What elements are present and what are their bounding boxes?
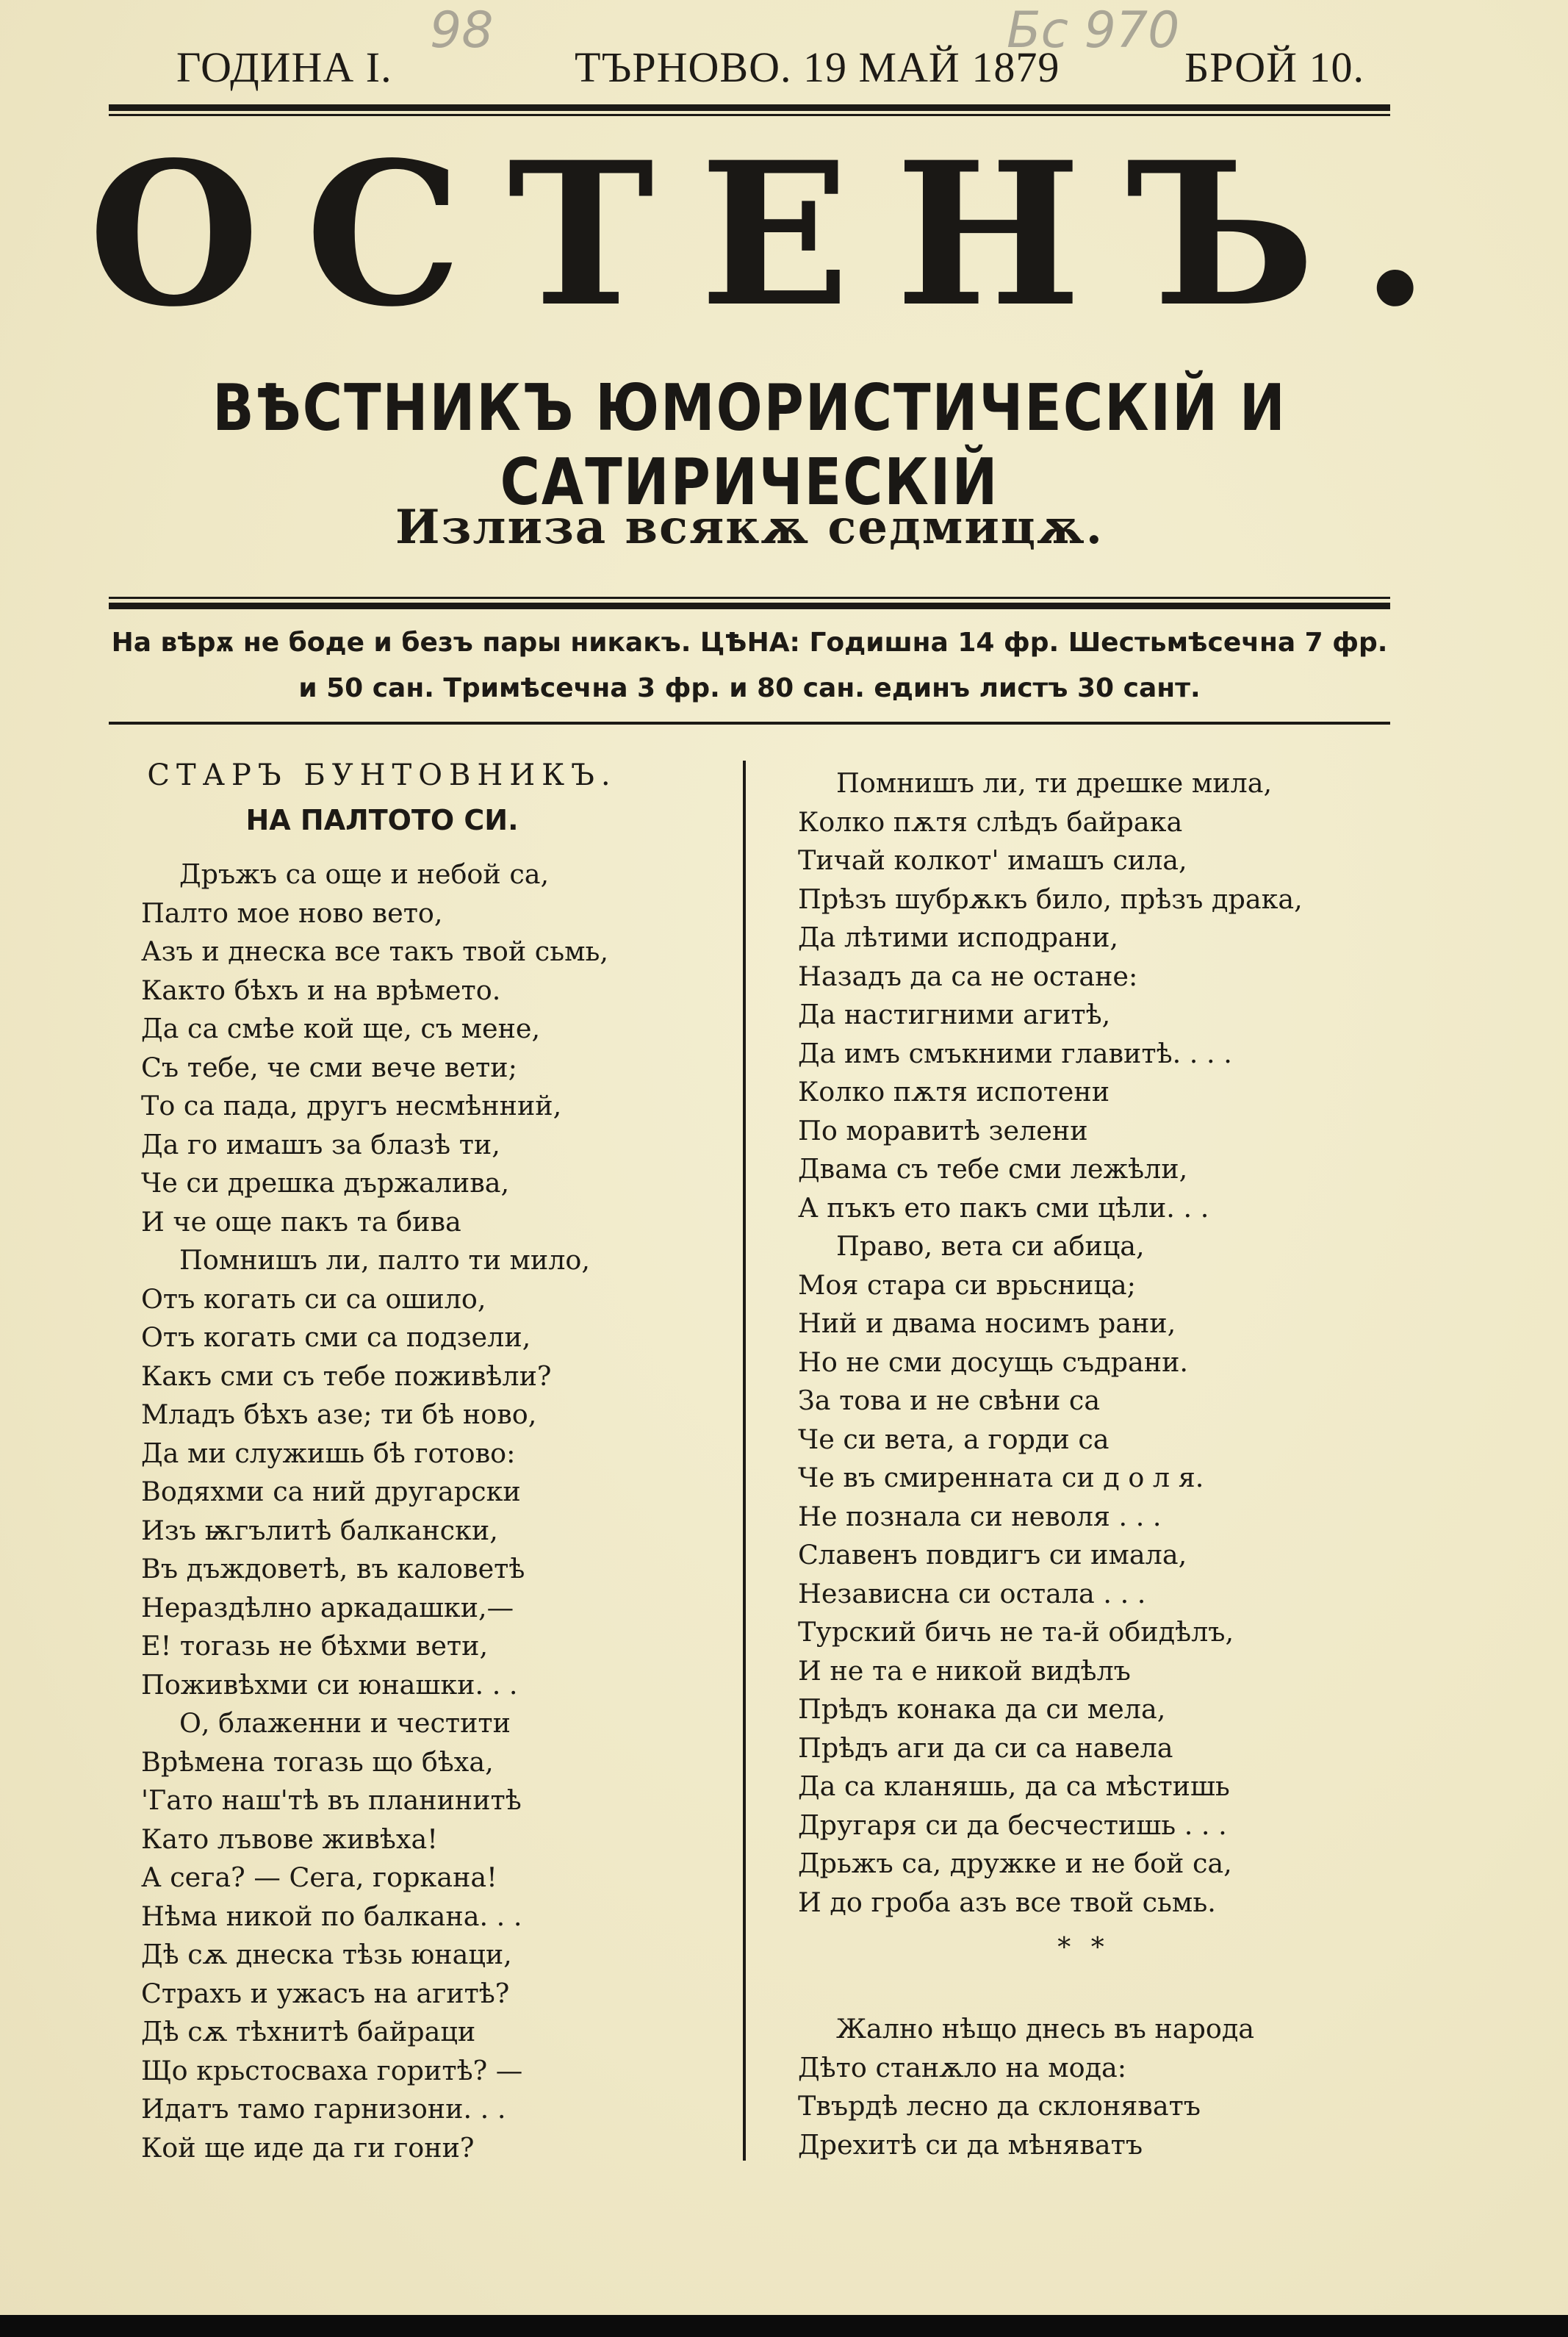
publication-frequency: Излиза всякѫ седмицѫ. bbox=[395, 500, 1104, 555]
verse-line: Е! тогазь не бѣхми вети, bbox=[141, 1630, 489, 1662]
verse-line: Другаря си да бесчестишь . . . bbox=[798, 1809, 1227, 1841]
verse-line: Отъ когать си са ошило, bbox=[141, 1282, 486, 1315]
header-rule bbox=[109, 104, 1390, 111]
verse-line: Нераздѣлно аркадашки,— bbox=[141, 1591, 514, 1623]
verse-line: О, блаженни и честити bbox=[179, 1707, 511, 1739]
verse-line: Както бѣхъ и на врѣмето. bbox=[141, 974, 501, 1006]
subscription-terms-line1: На вѣрѫ не боде и безъ пары никакъ. ЦѢНА: Годишна 14 фр. Шестьмѣсечна 7 фр. bbox=[111, 628, 1388, 658]
verse-line: Славенъ повдигъ си имала, bbox=[798, 1539, 1187, 1570]
verse-line: Изъ ѭгълитѣ балкански, bbox=[141, 1514, 498, 1546]
verse-line: Че въ смиренната си д о л я. bbox=[798, 1462, 1204, 1493]
verse-line: Поживѣхми си юнашки. . . bbox=[141, 1668, 518, 1701]
masthead-subtitle: ВѢСТНИКЪ ЮМОРИСТИЧЕСКIЙ И САТИРИЧЕСКIЙ bbox=[212, 370, 1287, 520]
verse-line: И не та е никой видѣлъ bbox=[798, 1654, 1131, 1687]
verse-line: Не познала си неволя . . . bbox=[798, 1500, 1162, 1532]
verse-line: Че си дрешка държалива, bbox=[141, 1167, 510, 1199]
header-year: ГОДИНА I. bbox=[176, 43, 392, 91]
verse-line: Ний и двама носимъ рани, bbox=[798, 1307, 1176, 1339]
verse-line: Съ тебе, че сми вече вети; bbox=[141, 1051, 517, 1083]
verse-line: Да лѣтими исподрани, bbox=[798, 922, 1119, 953]
verse-line: Страхъ и ужасъ на агитѣ? bbox=[141, 1977, 510, 2009]
terms-rule-top-thin bbox=[109, 597, 1390, 599]
verse-line: Помнишъ ли, палто ти мило, bbox=[179, 1244, 590, 1276]
pencil-mark-right: Бс 970 bbox=[1007, 1, 1180, 60]
header-rule-thin bbox=[109, 114, 1390, 116]
verse-line: Да имъ смъкними главитѣ. . . . bbox=[798, 1037, 1232, 1069]
verse-line: Но не сми досущь съдрани. bbox=[798, 1346, 1188, 1378]
header-issue: БРОЙ 10. bbox=[1184, 43, 1365, 91]
verse-line: Дрехитѣ си да мѣняватъ bbox=[798, 2128, 1143, 2161]
second-piece-column bbox=[798, 2010, 1254, 2164]
verse-line: Колко пѫтя испотени bbox=[798, 1076, 1110, 1108]
pencil-mark-left: 98 bbox=[430, 1, 494, 60]
verse-line: А сега? — Сега, горкана! bbox=[141, 1862, 497, 1893]
verse-line: А пъкъ ето пакъ сми цѣли. . . bbox=[798, 1191, 1209, 1224]
subscription-terms-line2: и 50 сан. Тримѣсечна 3 фр. и 80 сан. единъ листъ 30 сант. bbox=[298, 673, 1201, 703]
verse-line: Що крьстосваха горитѣ? — bbox=[141, 2054, 523, 2086]
verse-line: Водяхми са ний другарски bbox=[141, 1476, 521, 1507]
poem-subtitle: НА ПАЛТОТО СИ. bbox=[245, 804, 519, 836]
verse-line: Твърдѣ лесно да склоняватъ bbox=[798, 2090, 1201, 2122]
verse-line: Дрьжъ са, дружке и не бой са, bbox=[798, 1848, 1232, 1879]
verse-line: Какъ сми съ тебе поживѣли? bbox=[141, 1360, 552, 1392]
verse-line: Врѣмена тогазь що бѣха, bbox=[141, 1745, 494, 1778]
verse-line: Младъ бѣхъ азе; ти бѣ ново, bbox=[141, 1399, 537, 1430]
verse-line: Независна си остала . . . bbox=[798, 1577, 1146, 1609]
verse-line: Назадъ да са не остане: bbox=[798, 960, 1138, 992]
verse-line: Тичай колкот' имашъ сила, bbox=[798, 844, 1187, 876]
verse-line: И че още пакъ та бива bbox=[141, 1205, 461, 1238]
column-divider bbox=[743, 761, 746, 2161]
verse-line: Дѣ сѫ днеска тѣзь юнаци, bbox=[141, 1939, 512, 1970]
verse-line: И до гроба азъ все твой сьмь. bbox=[798, 1886, 1216, 1918]
poem-column-right bbox=[798, 764, 1303, 1922]
verse-line: Нѣма никой по балкана. . . bbox=[141, 1900, 522, 1932]
verse-line: Отъ когать сми са подзели, bbox=[141, 1321, 531, 1353]
verse-line: Азъ и днеска все такъ твой сьмь, bbox=[141, 936, 608, 967]
scan-edge bbox=[0, 2315, 1568, 2337]
verse-line: Като лъвове живѣха! bbox=[141, 1823, 438, 1855]
poem-title: СТАРЪ БУНТОВНИКЪ. bbox=[147, 758, 617, 792]
section-asterism: * * bbox=[1057, 1933, 1110, 1963]
verse-line: Кой ще иде да ги гони? bbox=[141, 2131, 475, 2164]
terms-rule-bottom bbox=[109, 722, 1390, 725]
verse-line: То са пада, другъ несмѣнний, bbox=[141, 1090, 562, 1121]
verse-line: Двама съ тебе сми лежѣли, bbox=[798, 1153, 1188, 1185]
verse-line: Да го имашъ за блазѣ ти, bbox=[141, 1128, 500, 1160]
verse-line: Колко пѫтя слѣдъ байрака bbox=[798, 805, 1183, 838]
verse-line: Че си вета, а горди са bbox=[798, 1423, 1110, 1455]
verse-line: Прѣдъ аги да си са навела bbox=[798, 1731, 1173, 1764]
verse-line: Прѣзъ шубрѫкъ било, прѣзъ драка, bbox=[798, 883, 1303, 915]
header-place-date: ТЪРНОВО. 19 МАЙ 1879 bbox=[575, 43, 1060, 91]
verse-line: Дръжъ са още и небой са, bbox=[179, 858, 550, 890]
verse-line: Право, вета си абица, bbox=[836, 1230, 1145, 1262]
verse-line: Жално нѣщо днесь въ народа bbox=[836, 2013, 1255, 2045]
verse-line: Да са кланяшь, да са мѣстишь bbox=[798, 1770, 1230, 1802]
verse-line: Прѣдъ конака да си мела, bbox=[798, 1693, 1166, 1725]
verse-line: Въ дъждоветѣ, въ каловетѣ bbox=[141, 1553, 525, 1584]
verse-line: За това и не свѣни са bbox=[798, 1385, 1101, 1416]
verse-line: Дѣто станѫло на мода: bbox=[798, 2051, 1127, 2083]
verse-line: Да ми служишь бѣ готово: bbox=[141, 1437, 516, 1469]
terms-rule-top bbox=[109, 603, 1390, 609]
verse-line: Идатъ тамо гарнизони. . . bbox=[141, 2093, 506, 2125]
poem-column-left bbox=[141, 855, 608, 2167]
verse-line: Палто мое ново вето, bbox=[141, 897, 443, 929]
verse-line: Помнишъ ли, ти дрешке мила, bbox=[836, 767, 1273, 799]
verse-line: 'Гато наш'тѣ въ планинитѣ bbox=[141, 1784, 522, 1816]
verse-line: Турский бичь не та-й обидѣлъ, bbox=[798, 1616, 1234, 1648]
verse-line: По моравитѣ зелени bbox=[798, 1114, 1088, 1146]
verse-line: Да са смѣе кой ще, съ мене, bbox=[141, 1013, 541, 1044]
masthead-title: ОСТЕНЪ. bbox=[88, 119, 1475, 351]
verse-line: Да настигними агитѣ, bbox=[798, 999, 1111, 1030]
verse-line: Дѣ сѫ тѣхнитѣ байраци bbox=[141, 2016, 476, 2047]
verse-line: Моя стара си врьсница; bbox=[798, 1268, 1136, 1301]
